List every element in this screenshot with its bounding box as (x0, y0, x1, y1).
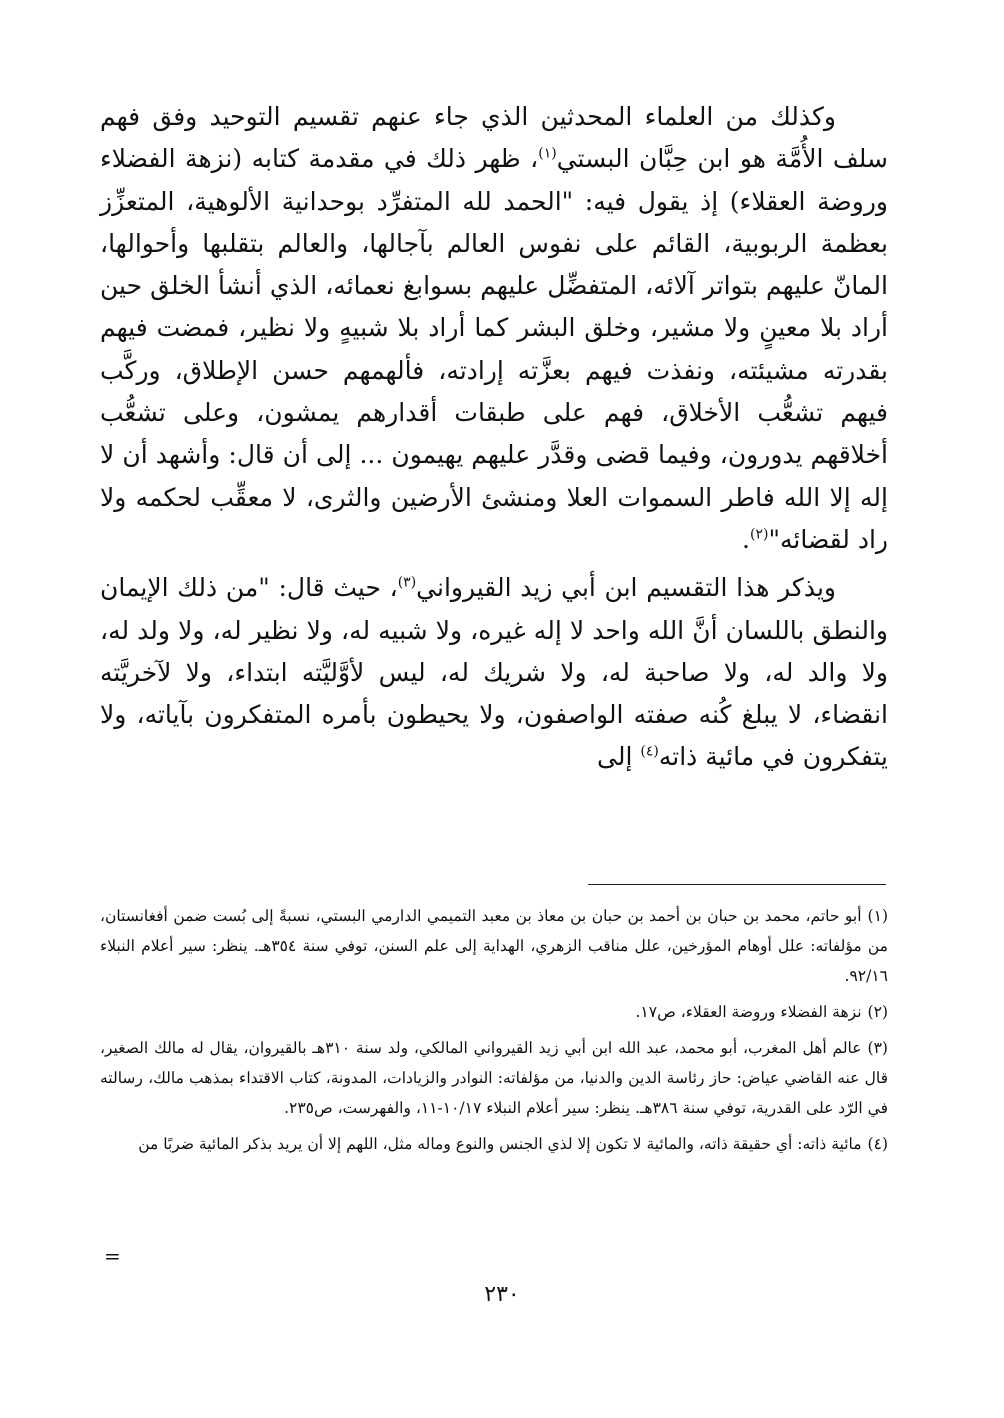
paragraph-2-end: إلى (597, 742, 641, 772)
page-number: ٢٣٠ (484, 1282, 520, 1307)
paragraph-2-text-a: ويذكر هذا التقسيم ابن أبي زيد القيرواني (416, 573, 836, 603)
footnote-number: (٤) (867, 1135, 888, 1153)
paragraph-1 (100, 96, 888, 561)
footnote-ref-4[interactable]: (٤) (640, 744, 659, 761)
paragraph-1-text-b: ، ظهر ذلك في مقدمة كتابه (نزهة الفضلاء وروضة العقلاء) إذ يقول فيه: "الحمد لله المتفرِّد بوحدانية الألوهية، المتعزِّز بعظمة الربوبية، القائم على نفوس العالم بآجالها، والعالم بتقلبها وأحوالها، المانّ عليهم بتواتر آلائه، المتفضِّل عليهم بسوابغ نعمائه، الذي أنشأ الخلق حين أراد بلا معينٍ ولا مشير، وخلق البشر كما أراد بلا شبيهٍ ولا نظير، فمضت فيهم بقدرته مشيئته، ونفذت فيهم بعزَّته إرادته، فألهمهم حسن الإطلاق، وركَّب فيهم تشعُّب الأخلاق، فهم على طبقات أقدارهم يمشون، وعلى تشعُّب أخلاقهم يدورون، وفيما قضى وقدَّر عليهم يهيمون ... إلى أن قال: وأشهد أن لا إله إلا الله فاطر السموات العلا ومنشئ الأرضين والثرى، لا معقِّب لحكمه ولا راد لقضائه" (100, 144, 888, 554)
paragraph-1-end: . (742, 524, 750, 554)
footnotes (100, 901, 888, 1165)
footnote-number: (٣) (867, 1039, 888, 1057)
footnote-4 (100, 1129, 888, 1159)
footnote-text: أبو حاتم، محمد بن حبان بن أحمد بن حبان بن معاذ بن معبد التميمي الدارمي البستي، نسبةً إلى بُست ضمن أفغانستان، من مؤلفاته: علل أوهام المؤرخين، علل مناقب الزهري، الهداية إلى علم السنن، توفي سنة ٣٥٤هـ. ينظر: سير أعلام النبلاء ٩٢/١٦. (100, 907, 888, 985)
paragraph-2-text-b: ، حيث قال: "من ذلك الإيمان والنطق باللسان أنَّ الله واحد لا إله غيره، ولا شبيه له، ولا نظير له، ولا ولد له، ولا والد له، ولا صاحبة له، ولا شريك له، ليس لأوَّليَّته ابتداء، ولا لآخريَّته انقضاء، لا يبلغ كُنه صفته الواصفون، ولا يحيطون بأمره المتفكرون بآياته، ولا يتفكرون في مائية ذاته (100, 573, 888, 772)
footnote-text: عالم أهل المغرب، أبو محمد، عبد الله ابن أبي زيد القيرواني المالكي، ولد سنة ٣١٠هـ بالقيروان، يقال له مالك الصغير، قال عنه القاضي عياض: حاز رئاسة الدين والدنيا، من مؤلفاته: النوادر والزيادات، المدونة، كتاب الاقتداء بمذهب مالك، رسالته في الرّد على القدرية، توفي سنة ٣٨٦هـ. ينظر: سير أعلام النبلاء ١٠/١٧-١١، والفهرست، ص٢٣٥. (100, 1039, 888, 1117)
footnote-continuation-mark: = (104, 1244, 121, 1268)
footnote-2 (100, 997, 888, 1027)
paragraph-1-text-a: وكذلك من العلماء المحدثين الذي جاء عنهم تقسيم التوحيد وفق فهم سلف الأُمَّة هو ابن حِبَّان البستي (100, 102, 888, 174)
footnote-separator (588, 884, 886, 885)
footnote-text: مائية ذاته: أي حقيقة ذاته، والمائية لا تكون إلا لذي الجنس والنوع وماله مثل، اللهم إلا أن يريد بذكر المائية ضربًا من (138, 1135, 862, 1153)
footnote-ref-1[interactable]: (١) (538, 145, 557, 162)
footnote-number: (٢) (867, 1003, 888, 1021)
footnote-1 (100, 901, 888, 991)
main-text (100, 96, 888, 779)
footnote-3 (100, 1033, 888, 1123)
paragraph-2 (100, 567, 888, 778)
footnote-number: (١) (867, 907, 888, 925)
footnote-ref-3[interactable]: (٣) (397, 574, 417, 591)
footnote-ref-2[interactable]: (٢) (750, 526, 769, 543)
footnote-text: نزهة الفضلاء وروضة العقلاء، ص١٧. (635, 1003, 862, 1021)
